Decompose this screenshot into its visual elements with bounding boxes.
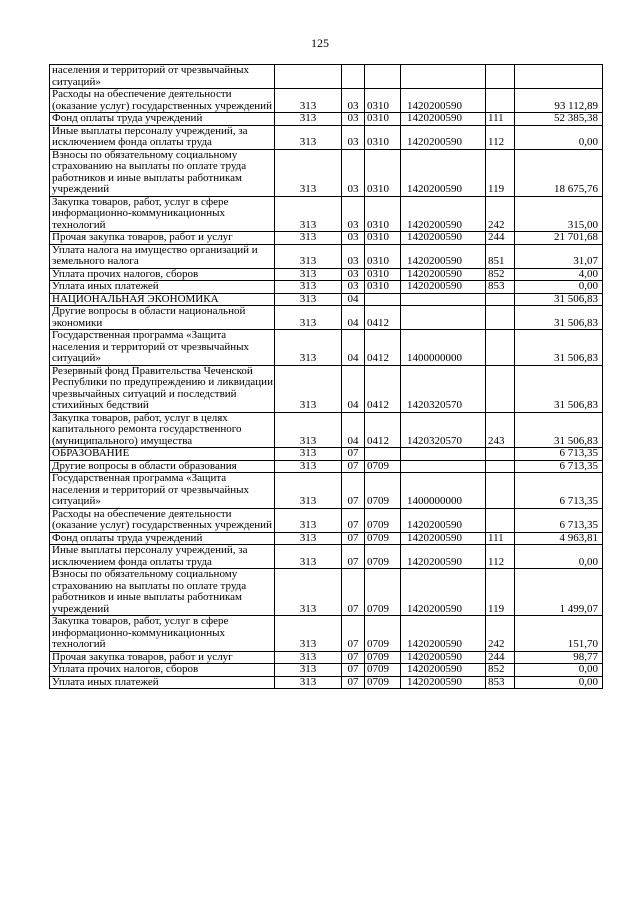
table-row (50, 330, 603, 366)
subsection-code-cell: 0310 (365, 281, 401, 294)
target-article-cell: 1420200590 (401, 89, 486, 113)
table-row (50, 664, 603, 677)
expense-type-cell: 112 (486, 545, 515, 569)
expense-name-cell: Прочая закупка товаров, работ и услуг (50, 651, 275, 664)
table-row (50, 268, 603, 281)
table-row (50, 125, 603, 149)
subsection-code-cell: 0310 (365, 268, 401, 281)
subsection-code-cell: 0709 (365, 473, 401, 509)
expense-type-cell: 111 (486, 532, 515, 545)
amount-cell: 52 385,38 (515, 113, 603, 126)
target-article-cell: 1420200590 (401, 676, 486, 689)
subsection-code-cell: 0310 (365, 113, 401, 126)
ministry-code-cell: 313 (275, 281, 342, 294)
target-article-cell: 1420200590 (401, 281, 486, 294)
amount-cell: 21 701,68 (515, 232, 603, 245)
subsection-code-cell: 0412 (365, 365, 401, 412)
expense-name-cell: Фонд оплаты труда учреждений (50, 532, 275, 545)
target-article-cell: 1420200590 (401, 244, 486, 268)
ministry-code-cell: 313 (275, 651, 342, 664)
target-article-cell: 1420200590 (401, 532, 486, 545)
expense-name-cell: Закупка товаров, работ, услуг в сфере информационно-коммуникационных технологий (50, 616, 275, 652)
expense-type-cell (486, 306, 515, 330)
amount-cell: 31 506,83 (515, 330, 603, 366)
subsection-code-cell: 0310 (365, 196, 401, 232)
table-row (50, 532, 603, 545)
amount-cell: 6 713,35 (515, 508, 603, 532)
amount-cell: 31 506,83 (515, 365, 603, 412)
amount-cell: 0,00 (515, 125, 603, 149)
ministry-code-cell: 313 (275, 293, 342, 306)
expense-type-cell (486, 293, 515, 306)
subsection-code-cell: 0310 (365, 232, 401, 245)
section-code-cell: 07 (342, 448, 365, 461)
section-code-cell: 07 (342, 664, 365, 677)
table-row (50, 545, 603, 569)
section-code-cell: 03 (342, 196, 365, 232)
expense-type-cell (486, 365, 515, 412)
amount-cell: 315,00 (515, 196, 603, 232)
ministry-code-cell: 313 (275, 365, 342, 412)
ministry-code-cell: 313 (275, 508, 342, 532)
target-article-cell: 1420200590 (401, 569, 486, 616)
table-row (50, 281, 603, 294)
ministry-code-cell: 313 (275, 664, 342, 677)
amount-cell: 0,00 (515, 545, 603, 569)
subsection-code-cell (365, 293, 401, 306)
expense-type-cell: 851 (486, 244, 515, 268)
target-article-cell: 1420200590 (401, 545, 486, 569)
expense-type-cell: 242 (486, 616, 515, 652)
subsection-code-cell: 0310 (365, 125, 401, 149)
table-row (50, 676, 603, 689)
section-code-cell: 07 (342, 508, 365, 532)
target-article-cell: 1420320570 (401, 412, 486, 448)
target-article-cell: 1420200590 (401, 113, 486, 126)
section-code-cell: 03 (342, 268, 365, 281)
expense-name-cell: Закупка товаров, работ, услуг в сфере информационно-коммуникационных технологий (50, 196, 275, 232)
section-code-cell: 04 (342, 365, 365, 412)
table-row (50, 113, 603, 126)
subsection-code-cell: 0412 (365, 306, 401, 330)
subsection-code-cell: 0310 (365, 244, 401, 268)
section-code-cell: 03 (342, 149, 365, 196)
subsection-code-cell (365, 65, 401, 89)
target-article-cell: 1420200590 (401, 232, 486, 245)
subsection-code-cell: 0709 (365, 676, 401, 689)
expense-type-cell: 852 (486, 268, 515, 281)
expense-name-cell: Взносы по обязательному социальному страхованию на выплаты по оплате труда работников и иные выплаты работникам учреждений (50, 569, 275, 616)
table-row (50, 460, 603, 473)
subsection-code-cell: 0709 (365, 651, 401, 664)
ministry-code-cell: 313 (275, 113, 342, 126)
section-code-cell: 04 (342, 330, 365, 366)
amount-cell: 6 713,35 (515, 460, 603, 473)
section-code-cell: 07 (342, 569, 365, 616)
expense-type-cell: 242 (486, 196, 515, 232)
section-code-cell: 03 (342, 244, 365, 268)
expense-type-cell (486, 460, 515, 473)
target-article-cell: 1420200590 (401, 149, 486, 196)
amount-cell: 31 506,83 (515, 412, 603, 448)
section-code-cell: 03 (342, 232, 365, 245)
expense-name-cell: НАЦИОНАЛЬНАЯ ЭКОНОМИКА (50, 293, 275, 306)
expense-name-cell: Другие вопросы в области образования (50, 460, 275, 473)
ministry-code-cell: 313 (275, 306, 342, 330)
subsection-code-cell: 0310 (365, 89, 401, 113)
subsection-code-cell: 0709 (365, 532, 401, 545)
expense-type-cell: 119 (486, 569, 515, 616)
target-article-cell (401, 293, 486, 306)
section-code-cell: 07 (342, 473, 365, 509)
subsection-code-cell: 0709 (365, 616, 401, 652)
section-code-cell: 07 (342, 545, 365, 569)
budget-table-body (50, 65, 603, 689)
expense-type-cell (486, 473, 515, 509)
target-article-cell: 1420200590 (401, 125, 486, 149)
expense-type-cell: 852 (486, 664, 515, 677)
ministry-code-cell: 313 (275, 569, 342, 616)
subsection-code-cell: 0310 (365, 149, 401, 196)
section-code-cell: 07 (342, 676, 365, 689)
section-code-cell: 03 (342, 113, 365, 126)
subsection-code-cell: 0709 (365, 545, 401, 569)
target-article-cell (401, 306, 486, 330)
amount-cell: 0,00 (515, 676, 603, 689)
target-article-cell (401, 65, 486, 89)
target-article-cell (401, 460, 486, 473)
expense-type-cell: 853 (486, 676, 515, 689)
amount-cell: 0,00 (515, 664, 603, 677)
table-row (50, 412, 603, 448)
table-row (50, 508, 603, 532)
table-row (50, 232, 603, 245)
expense-name-cell: Государственная программа «Защита населения и территорий от чрезвычайных ситуаций» (50, 330, 275, 366)
ministry-code-cell: 313 (275, 196, 342, 232)
expense-name-cell: Иные выплаты персоналу учреждений, за исключением фонда оплаты труда (50, 125, 275, 149)
expense-type-cell: 119 (486, 149, 515, 196)
ministry-code-cell (275, 65, 342, 89)
expense-name-cell: населения и территорий от чрезвычайных ситуаций» (50, 65, 275, 89)
ministry-code-cell: 313 (275, 89, 342, 113)
expense-name-cell: Расходы на обеспечение деятельности (оказание услуг) государственных учреждений (50, 508, 275, 532)
amount-cell: 4,00 (515, 268, 603, 281)
table-row (50, 448, 603, 461)
target-article-cell: 1420200590 (401, 268, 486, 281)
section-code-cell: 07 (342, 460, 365, 473)
ministry-code-cell: 313 (275, 473, 342, 509)
expense-type-cell: 112 (486, 125, 515, 149)
section-code-cell: 07 (342, 616, 365, 652)
amount-cell: 98,77 (515, 651, 603, 664)
target-article-cell: 1420200590 (401, 664, 486, 677)
ministry-code-cell: 313 (275, 616, 342, 652)
ministry-code-cell: 313 (275, 676, 342, 689)
expense-name-cell: Резервный фонд Правительства Чеченской Республики по предупреждению и ликвидации чрезвычайных ситуаций и последствий стихийных бедствий (50, 365, 275, 412)
expense-name-cell: Иные выплаты персоналу учреждений, за исключением фонда оплаты труда (50, 545, 275, 569)
table-row (50, 616, 603, 652)
section-code-cell: 04 (342, 293, 365, 306)
table-row (50, 365, 603, 412)
target-article-cell: 1420200590 (401, 196, 486, 232)
ministry-code-cell: 313 (275, 268, 342, 281)
expense-name-cell: Прочая закупка товаров, работ и услуг (50, 232, 275, 245)
amount-cell: 31 506,83 (515, 293, 603, 306)
expense-type-cell: 244 (486, 651, 515, 664)
target-article-cell: 1400000000 (401, 473, 486, 509)
subsection-code-cell: 0709 (365, 460, 401, 473)
target-article-cell: 1420320570 (401, 365, 486, 412)
section-code-cell (342, 65, 365, 89)
amount-cell: 93 112,89 (515, 89, 603, 113)
expense-name-cell: Государственная программа «Защита населения и территорий от чрезвычайных ситуаций» (50, 473, 275, 509)
subsection-code-cell: 0709 (365, 508, 401, 532)
expense-type-cell (486, 89, 515, 113)
ministry-code-cell: 313 (275, 448, 342, 461)
amount-cell: 6 713,35 (515, 473, 603, 509)
amount-cell: 31 506,83 (515, 306, 603, 330)
expense-name-cell: Уплата прочих налогов, сборов (50, 664, 275, 677)
budget-table (49, 64, 603, 689)
target-article-cell (401, 448, 486, 461)
expense-type-cell: 111 (486, 113, 515, 126)
table-row (50, 473, 603, 509)
ministry-code-cell: 313 (275, 244, 342, 268)
amount-cell: 18 675,76 (515, 149, 603, 196)
ministry-code-cell: 313 (275, 545, 342, 569)
expense-type-cell: 853 (486, 281, 515, 294)
expense-name-cell: Фонд оплаты труда учреждений (50, 113, 275, 126)
section-code-cell: 04 (342, 306, 365, 330)
table-row (50, 149, 603, 196)
ministry-code-cell: 313 (275, 232, 342, 245)
target-article-cell: 1420200590 (401, 508, 486, 532)
expense-type-cell (486, 508, 515, 532)
target-article-cell: 1420200590 (401, 651, 486, 664)
table-row (50, 89, 603, 113)
table-row (50, 293, 603, 306)
ministry-code-cell: 313 (275, 149, 342, 196)
expense-type-cell (486, 330, 515, 366)
expense-name-cell: Взносы по обязательному социальному страхованию на выплаты по оплате труда работников и иные выплаты работникам учреждений (50, 149, 275, 196)
section-code-cell: 04 (342, 412, 365, 448)
expense-name-cell: Закупка товаров, работ, услуг в целях капитального ремонта государственного (муниципального) имущества (50, 412, 275, 448)
expense-type-cell (486, 448, 515, 461)
table-row (50, 306, 603, 330)
expense-name-cell: Расходы на обеспечение деятельности (оказание услуг) государственных учреждений (50, 89, 275, 113)
amount-cell: 151,70 (515, 616, 603, 652)
expense-name-cell: Другие вопросы в области национальной экономики (50, 306, 275, 330)
amount-cell: 4 963,81 (515, 532, 603, 545)
section-code-cell: 03 (342, 281, 365, 294)
expense-type-cell: 244 (486, 232, 515, 245)
expense-type-cell (486, 65, 515, 89)
expense-name-cell: Уплата иных платежей (50, 281, 275, 294)
expense-name-cell: ОБРАЗОВАНИЕ (50, 448, 275, 461)
amount-cell (515, 65, 603, 89)
ministry-code-cell: 313 (275, 412, 342, 448)
amount-cell: 6 713,35 (515, 448, 603, 461)
ministry-code-cell: 313 (275, 125, 342, 149)
section-code-cell: 03 (342, 125, 365, 149)
amount-cell: 1 499,07 (515, 569, 603, 616)
subsection-code-cell: 0709 (365, 569, 401, 616)
table-row (50, 65, 603, 89)
section-code-cell: 07 (342, 651, 365, 664)
target-article-cell: 1400000000 (401, 330, 486, 366)
table-row (50, 569, 603, 616)
expense-name-cell: Уплата иных платежей (50, 676, 275, 689)
section-code-cell: 07 (342, 532, 365, 545)
table-row (50, 244, 603, 268)
ministry-code-cell: 313 (275, 532, 342, 545)
subsection-code-cell: 0412 (365, 330, 401, 366)
subsection-code-cell (365, 448, 401, 461)
table-row (50, 196, 603, 232)
ministry-code-cell: 313 (275, 330, 342, 366)
amount-cell: 0,00 (515, 281, 603, 294)
expense-name-cell: Уплата прочих налогов, сборов (50, 268, 275, 281)
subsection-code-cell: 0412 (365, 412, 401, 448)
ministry-code-cell: 313 (275, 460, 342, 473)
expense-type-cell: 243 (486, 412, 515, 448)
page-number: 125 (311, 36, 329, 50)
section-code-cell: 03 (342, 89, 365, 113)
expense-name-cell: Уплата налога на имущество организаций и земельного налога (50, 244, 275, 268)
target-article-cell: 1420200590 (401, 616, 486, 652)
amount-cell: 31,07 (515, 244, 603, 268)
subsection-code-cell: 0709 (365, 664, 401, 677)
table-row (50, 651, 603, 664)
